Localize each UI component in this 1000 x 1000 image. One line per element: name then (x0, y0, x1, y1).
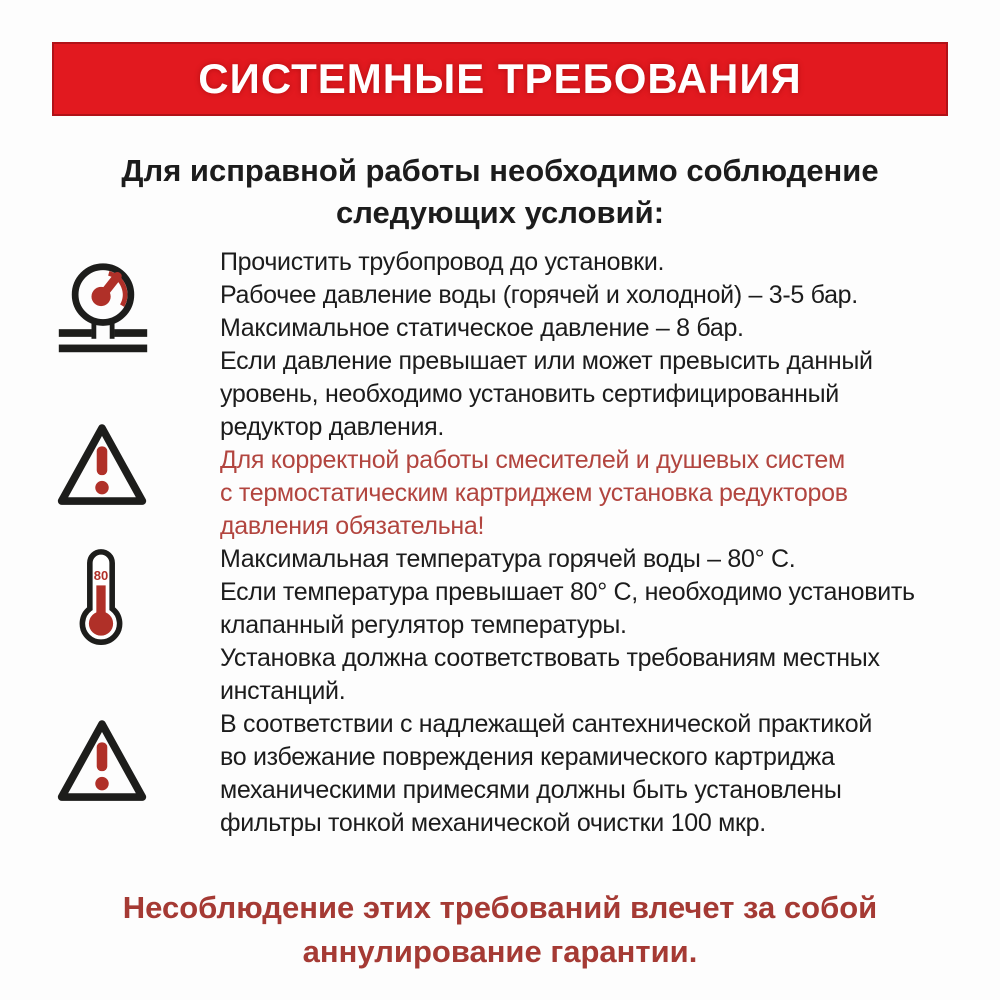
warning-triangle-icon (54, 716, 150, 808)
requirement-line-warning: давления обязательна! (220, 512, 485, 540)
requirement-line-warning: Для корректной работы смесителей и душевых систем (220, 446, 845, 474)
requirement-line: Рабочее давление воды (горячей и холодной) – 3-5 бар. (220, 281, 858, 309)
requirements-list (220, 246, 960, 840)
pressure-gauge-icon (56, 260, 150, 358)
intro-text (0, 150, 1000, 234)
requirement-line: фильтры тонкой механической очистки 100 мкр. (220, 809, 766, 837)
requirement-line: Прочистить трубопровод до установки. (220, 248, 665, 276)
requirement-line: во избежание повреждения керамического картриджа (220, 743, 835, 771)
requirement-line-warning: с термостатическим картриджем установка редукторов (220, 479, 848, 507)
requirement-line: редуктор давления. (220, 413, 445, 441)
requirement-line: Если давление превышает или может превысить данный (220, 347, 873, 375)
warranty-warning-line: Несоблюдение этих требований влечет за собой (122, 890, 878, 925)
requirement-line: клапанный регулятор температуры. (220, 611, 627, 639)
requirement-line: Если температура превышает 80° С, необходимо установить (220, 578, 915, 606)
thermometer-icon (74, 548, 128, 647)
warning-triangle-icon (54, 420, 150, 512)
warranty-warning-line: аннулирование гарантии. (302, 934, 698, 969)
requirement-line: уровень, необходимо установить сертифицированный (220, 380, 839, 408)
warranty-warning (0, 886, 1000, 974)
requirement-line: инстанций. (220, 677, 346, 705)
requirement-line: механическими примесями должны быть установлены (220, 776, 842, 804)
requirement-line: В соответствии с надлежащей сантехнической практикой (220, 710, 873, 738)
title-banner (52, 42, 948, 116)
intro-line: Для исправной работы необходимо соблюдение (121, 153, 879, 188)
intro-line: следующих условий: (335, 195, 665, 230)
page-title: СИСТЕМНЫЕ ТРЕБОВАНИЯ (198, 55, 802, 102)
thermometer-max-temp-label: 80 (93, 567, 109, 583)
requirement-line: Максимальная температура горячей воды – 80° С. (220, 545, 796, 573)
requirement-line: Установка должна соответствовать требованиям местных (220, 644, 880, 672)
requirement-line: Максимальное статическое давление – 8 бар. (220, 314, 744, 342)
